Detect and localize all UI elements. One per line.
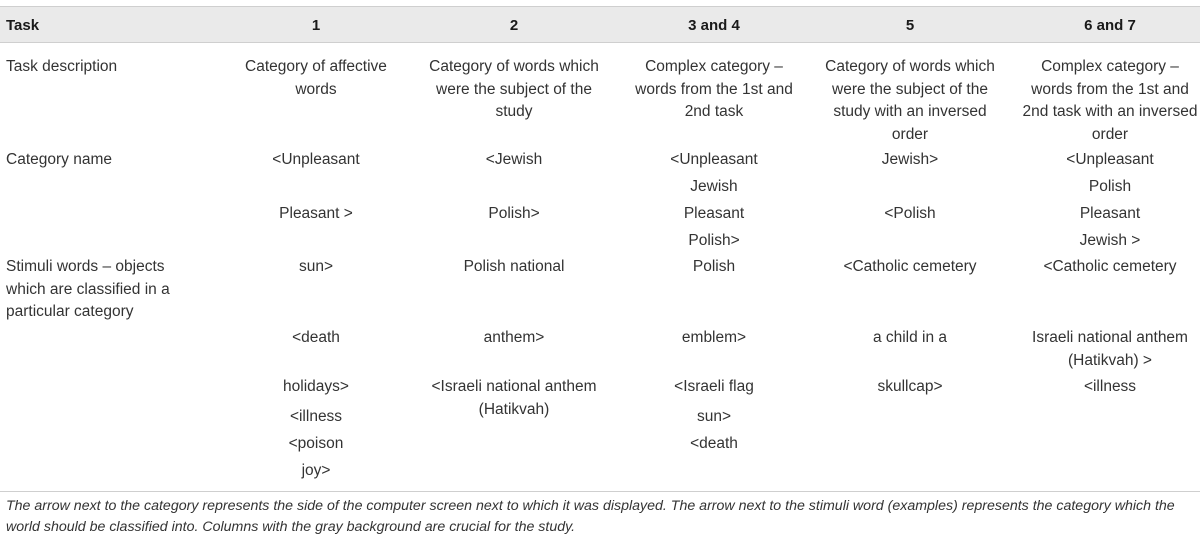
category-col-6-c: Pleasant [1079, 205, 1141, 222]
table-footnote: The arrow next to the category represents the side of the computer screen next to which it was displayed. The arrow next to the stimuli word (examples) represents the category which the world should be classified into. Columns with the gray background are crucial for the study. [6, 498, 1175, 535]
top-rule [0, 6, 1200, 7]
stimuli-col-3-e: <death [690, 435, 738, 452]
category-col-3-c: Pleasant [683, 205, 745, 222]
stimuli-col-6-a: <Catholic cemetery [1043, 258, 1177, 275]
category-col-5-b: <Polish [884, 205, 936, 222]
header-col-6-7: 6 and 7 [1084, 17, 1136, 34]
category-col-6-a: <Unpleasant [1066, 151, 1154, 168]
header-rule [0, 42, 1200, 43]
stimuli-col-6-b: Israeli national anthem (Hatikvah) > [1032, 329, 1188, 369]
header-col-5: 5 [905, 17, 915, 34]
stimuli-col-1-e: <poison [288, 435, 344, 452]
stimuli-col-1-b: <death [292, 329, 340, 346]
stimuli-col-1-f: joy> [301, 462, 331, 479]
stimuli-col-5-c: skullcap> [877, 378, 943, 395]
category-col-3-a: <Unpleasant [670, 151, 758, 168]
stimuli-col-1-d: <illness [289, 408, 343, 425]
header-col-3-4: 3 and 4 [688, 17, 740, 34]
stimuli-col-1-a: sun> [298, 258, 334, 275]
stimuli-col-6-c: <illness [1083, 378, 1137, 395]
bottom-rule [0, 491, 1200, 492]
stimuli-col-3-a: Polish [692, 258, 736, 275]
category-col-1-b: Pleasant > [279, 205, 353, 222]
stimuli-col-3-d: sun> [696, 408, 732, 425]
stimuli-col-2-c: <Israeli national anthem (Hatikvah) [431, 378, 597, 418]
stimuli-col-3-b: emblem> [681, 329, 747, 346]
header-task: Task [6, 17, 40, 34]
stimuli-col-2-a: Polish national [463, 258, 565, 275]
category-col-1-a: <Unpleasant [272, 151, 360, 168]
description-col-1: Category of affective words [245, 58, 387, 98]
category-col-2-b: Polish> [488, 205, 540, 222]
stimuli-col-2-b: anthem> [483, 329, 545, 346]
category-col-6-b: Polish [1088, 178, 1132, 195]
category-col-5-a: Jewish> [881, 151, 939, 168]
header-col-2: 2 [509, 17, 519, 34]
category-col-2-a: <Jewish [485, 151, 543, 168]
category-col-3-d: Polish> [688, 232, 740, 249]
description-col-6-7: Complex category – words from the 1st and 2nd task with an inversed order [1022, 58, 1198, 143]
description-col-3-4: Complex category – words from the 1st and 2nd task [635, 58, 793, 120]
stimuli-col-3-c: <Israeli flag [674, 378, 754, 395]
stimuli-col-5-a: <Catholic cemetery [843, 258, 977, 275]
stimuli-col-5-b: a child in a [872, 329, 948, 346]
row-label-stimuli-words: Stimuli words – objects which are classified in a particular category [6, 258, 170, 320]
row-label-task-description: Task description [6, 58, 118, 75]
row-label-category-name: Category name [6, 151, 112, 168]
description-col-5: Category of words which were the subject of the study with an inversed order [825, 58, 995, 143]
category-col-6-d: Jewish > [1079, 232, 1141, 249]
category-col-3-b: Jewish [690, 178, 738, 195]
description-col-2: Category of words which were the subject of the study [429, 58, 599, 120]
stimuli-col-1-c: holidays> [283, 378, 349, 395]
header-col-1: 1 [311, 17, 321, 34]
